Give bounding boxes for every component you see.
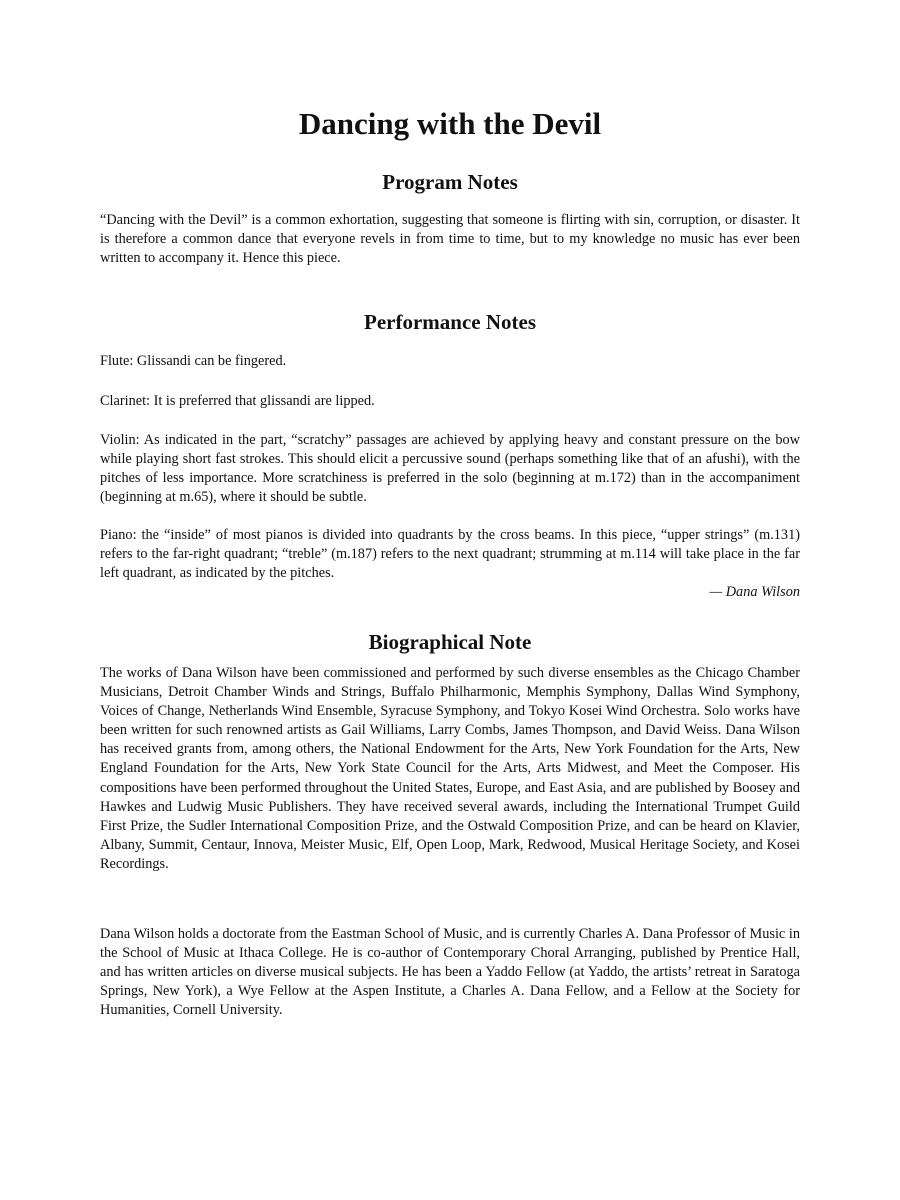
flute-note: Flute: Glissandi can be fingered. [100,353,287,369]
biographical-note-heading: Biographical Note [368,630,532,654]
piano-note: Piano: the “inside” of most pianos is divided into quadrants by the cross beams. In this piece, “upper strings” (m.131) refers to the far-right quadrant; “treble” (m.187) refers to the next quadrant; strumming at m.114 will take place in the far left quadrant, as indicated by the pitches. [100,527,800,582]
page-title: Dancing with the Devil [298,106,602,141]
violin-note: Violin: As indicated in the part, “scratchy” passages are achieved by applying heavy and constant pressure on the bow while playing short fast strokes. This should elicit a percussive sound (perhaps something like that of an afushi), with the pitches of less importance. More scratchiness is preferred in the solo (beginning at m.172) than in the accompaniment (beginning at m.65), where it should be subtle. [100,432,800,506]
program-notes-heading: Program Notes [382,170,518,194]
performance-notes-heading: Performance Notes [364,310,536,334]
signature: — Dana Wilson [709,584,800,600]
biography-paragraph-2: Dana Wilson holds a doctorate from the Eastman School of Music, and is currently Charles A. Dana Professor of Music in the School of Music at Ithaca College. He is co-author of Contemporary Choral Arranging, published by Prentice Hall, and has written articles on diverse musical subjects. He has been a Yaddo Fellow (at Yaddo, the artists’ retreat in Saratoga Springs, New York), a Wye Fellow at the Aspen Institute, a Charles A. Dana Fellow, and a Fellow at the Society for Humanities, Cornell University. [100,926,800,1019]
clarinet-note: Clarinet: It is preferred that glissandi are lipped. [100,393,375,409]
biography-paragraph-1: The works of Dana Wilson have been commissioned and performed by such diverse ensembles as the Chicago Chamber Musicians, Detroit Chamber Winds and Strings, Buffalo Philharmonic, Memphis Symphony, Dallas Wind Symphony, Voices of Change, Netherlands Wind Ensemble, Syracuse Symphony, and Tokyo Kosei Wind Orchestra. Solo works have been written for such renowned artists as Gail Williams, Larry Combs, James Thompson, and David Weiss. Dana Wilson has received grants from, among others, the National Endowment for the Arts, New York Foundation for the Arts, New England Foundation for the Arts, New York State Council for the Arts, Arts Midwest, and Meet the Composer. His compositions have been performed throughout the United States, Europe, and East Asia, and are published by Boosey and Hawkes and Ludwig Music Publishers. They have received several awards, including the International Trumpet Guild First Prize, the Sudler International Composition Prize, and the Ostwald Composition Prize, and can be heard on Klavier, Albany, Summit, Centaur, Innova, Meister Music, Elf, Open Loop, Mark, Redwood, Musical Heritage Society, and Kosei Recordings. [100,665,800,872]
program-notes-text: “Dancing with the Devil” is a common exhortation, suggesting that someone is flirting with sin, corruption, or disaster. It is therefore a common dance that everyone revels in from time to time, but to my knowledge no music has ever been written to accompany it. Hence this piece. [100,212,800,267]
